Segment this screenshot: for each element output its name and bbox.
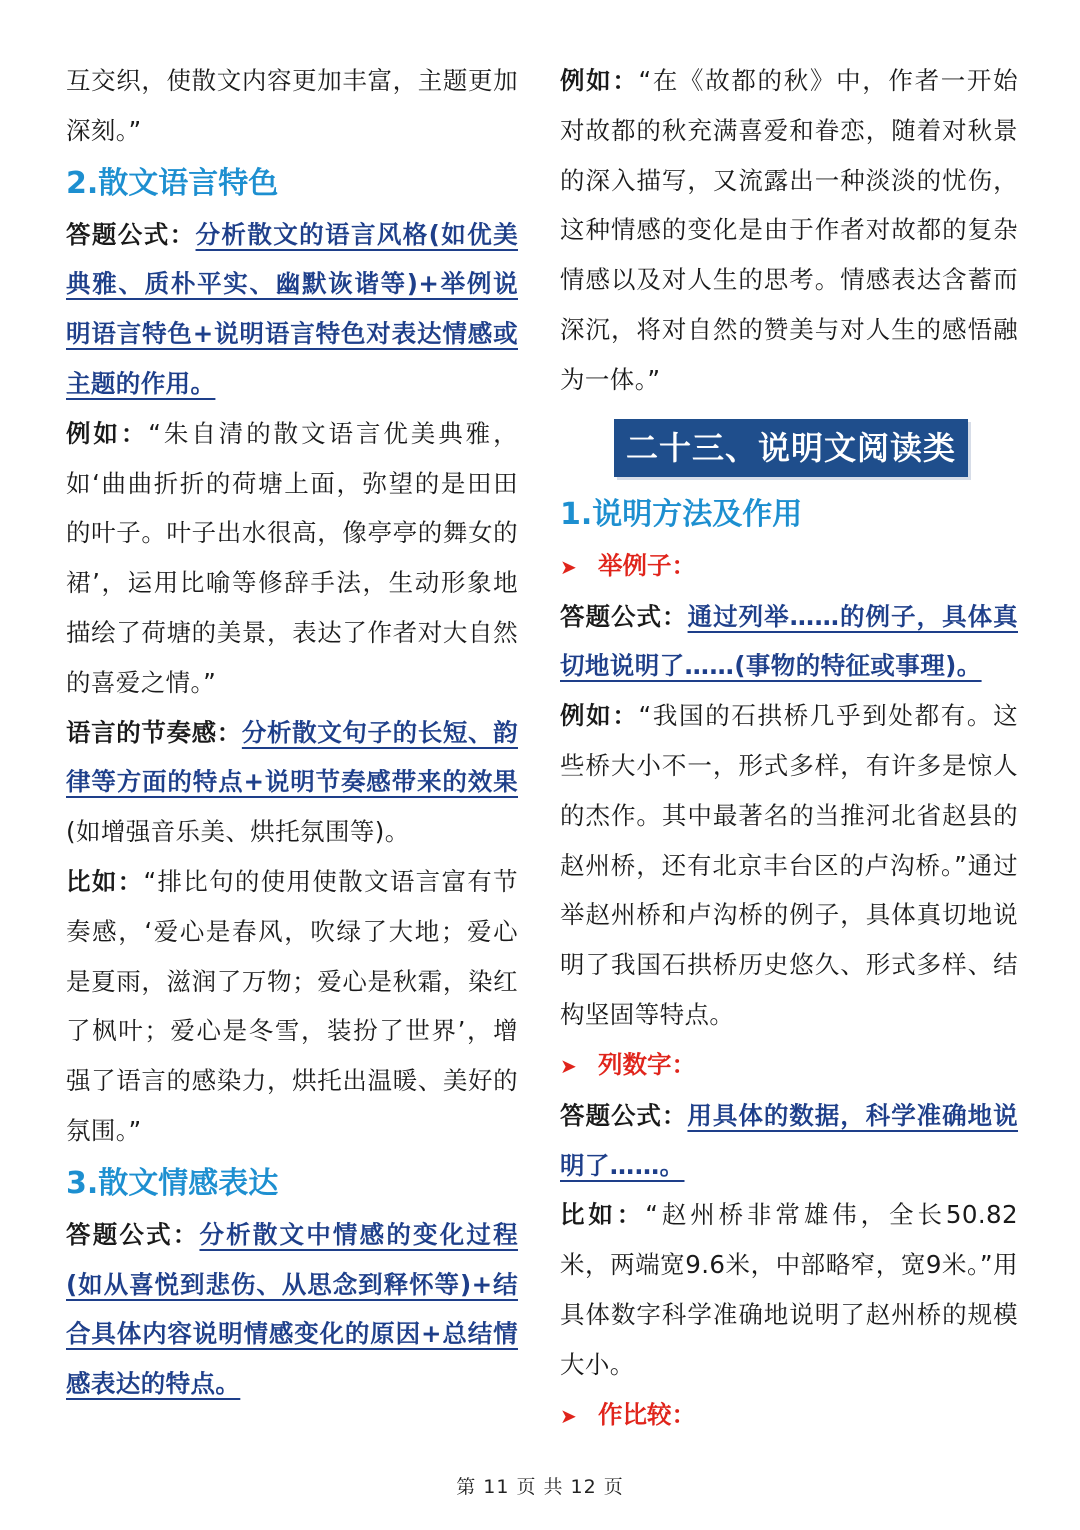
formula-language: [66, 210, 518, 409]
arrow-right-icon: ➤: [560, 554, 577, 579]
example-label: 例如：: [560, 66, 639, 95]
bullet-label: 作比较：: [598, 1399, 696, 1429]
example-label: 比如：: [66, 866, 144, 896]
left-column: [66, 56, 518, 1409]
formula-label: 答题公式：: [560, 1100, 688, 1130]
section-heading-methods: 1.说明方法及作用: [560, 496, 803, 532]
formula-label: 答题公式：: [66, 219, 196, 249]
section-heading-emotion: 3.散文情感表达: [66, 1165, 279, 1201]
rhythm-tail-text: (如增强音乐美、烘托氛围等)。: [66, 817, 410, 847]
bullet-comparison: [560, 1390, 1018, 1441]
formula-text: 通过列举……的例子，具体真切地说明了……(事物的特征或事理)。: [560, 601, 1018, 681]
formula-text: 分析散文的语言风格(如优美典雅、质朴平实、幽默诙谐等)+举例说明语言特色+说明语言特色对表达情感或主题的作用。: [66, 219, 518, 398]
example-stone-bridge: [560, 691, 1018, 1040]
chapter-banner: 二十三、说明文阅读类: [614, 419, 968, 477]
example-text: “赵州桥非常雄伟，全长50.82米，两端宽9.6米，中部略窄，宽9米。”用具体数字科学准确地说明了赵州桥的规模大小。: [560, 1200, 1018, 1379]
formula-text: 用具体的数据，科学准确地说明了……。: [560, 1100, 1019, 1180]
example-text: “朱自清的散文语言优美典雅，如‘曲曲折折的荷塘上面，弥望的是田田的叶子。叶子出水很高，像亭亭的舞女的裙’，运用比喻等修辞手法，生动形象地描绘了荷塘的美景，表达了作者对大自然的喜爱之情。”: [66, 418, 518, 697]
formula-numbers: [560, 1091, 1018, 1191]
formula-rhythm: [66, 708, 518, 857]
example-text: “我国的石拱桥几乎到处都有。这些桥大小不一，形式多样，有许多是惊人的杰作。其中最著名的当推河北省赵县的赵州桥，还有北京丰台区的卢沟桥。”通过举赵州桥和卢沟桥的例子，具体真切地说明了我国石拱桥历史悠久、形式多样、结构坚固等特点。: [560, 701, 1018, 1029]
example-text: “排比句的使用使散文语言富有节奏感，‘爱心是春风，吹绿了大地；爱心是夏雨，滋润了万物；爱心是秋霜，染红了枫叶；爱心是冬雪，装扮了世界’，增强了语言的感染力，烘托出温暖、美好的氛围。”: [66, 866, 518, 1145]
example-label: 例如：: [66, 418, 149, 448]
formula-examples: [560, 592, 1018, 692]
bullet-numbers: [560, 1040, 1018, 1091]
example-text: “在《故都的秋》中，作者一开始对故都的秋充满喜爱和眷恋，随着对秋景的深入描写，又流露出一种淡淡的忧伤，这种情感的变化是由于作者对故都的复杂情感以及对人生的思考。情感表达含蓄而深沉，将对自然的赞美与对人生的感悟融为一体。”: [560, 66, 1018, 394]
bullet-examples: [560, 541, 1018, 592]
formula-emotion: [66, 1210, 518, 1409]
example-parallelism: [66, 857, 518, 1156]
arrow-right-icon: ➤: [560, 1403, 577, 1428]
example-autumn: [560, 56, 1018, 405]
example-zhu-ziqing: [66, 409, 518, 708]
page-footer: 第 11 页 共 12 页: [456, 1476, 624, 1498]
formula-label: 答题公式：: [560, 601, 688, 631]
paragraph-continuation: [66, 56, 518, 156]
rhythm-label: 语言的节奏感：: [66, 717, 242, 747]
bullet-label: 举例子：: [598, 550, 696, 580]
formula-label: 答题公式：: [66, 1219, 200, 1249]
example-label: 例如：: [560, 701, 639, 731]
arrow-right-icon: ➤: [560, 1053, 577, 1078]
example-zhaozhou-bridge: [560, 1190, 1018, 1389]
formula-text: 分析散文中情感的变化过程(如从喜悦到悲伤、从思念到释怀等)+结合具体内容说明情感变化的原因+总结情感表达的特点。: [66, 1219, 518, 1399]
section-heading-language: 2.散文语言特色: [66, 165, 279, 201]
paragraph-text: 互交织，使散文内容更加丰富，主题更加深刻。”: [66, 66, 518, 145]
rhythm-formula-text: 分析散文句子的长短、韵律等方面的特点+说明节奏感带来的效果: [66, 717, 518, 797]
bullet-label: 列数字：: [598, 1049, 696, 1079]
example-label: 比如：: [560, 1200, 646, 1230]
right-column: [560, 56, 1018, 1441]
